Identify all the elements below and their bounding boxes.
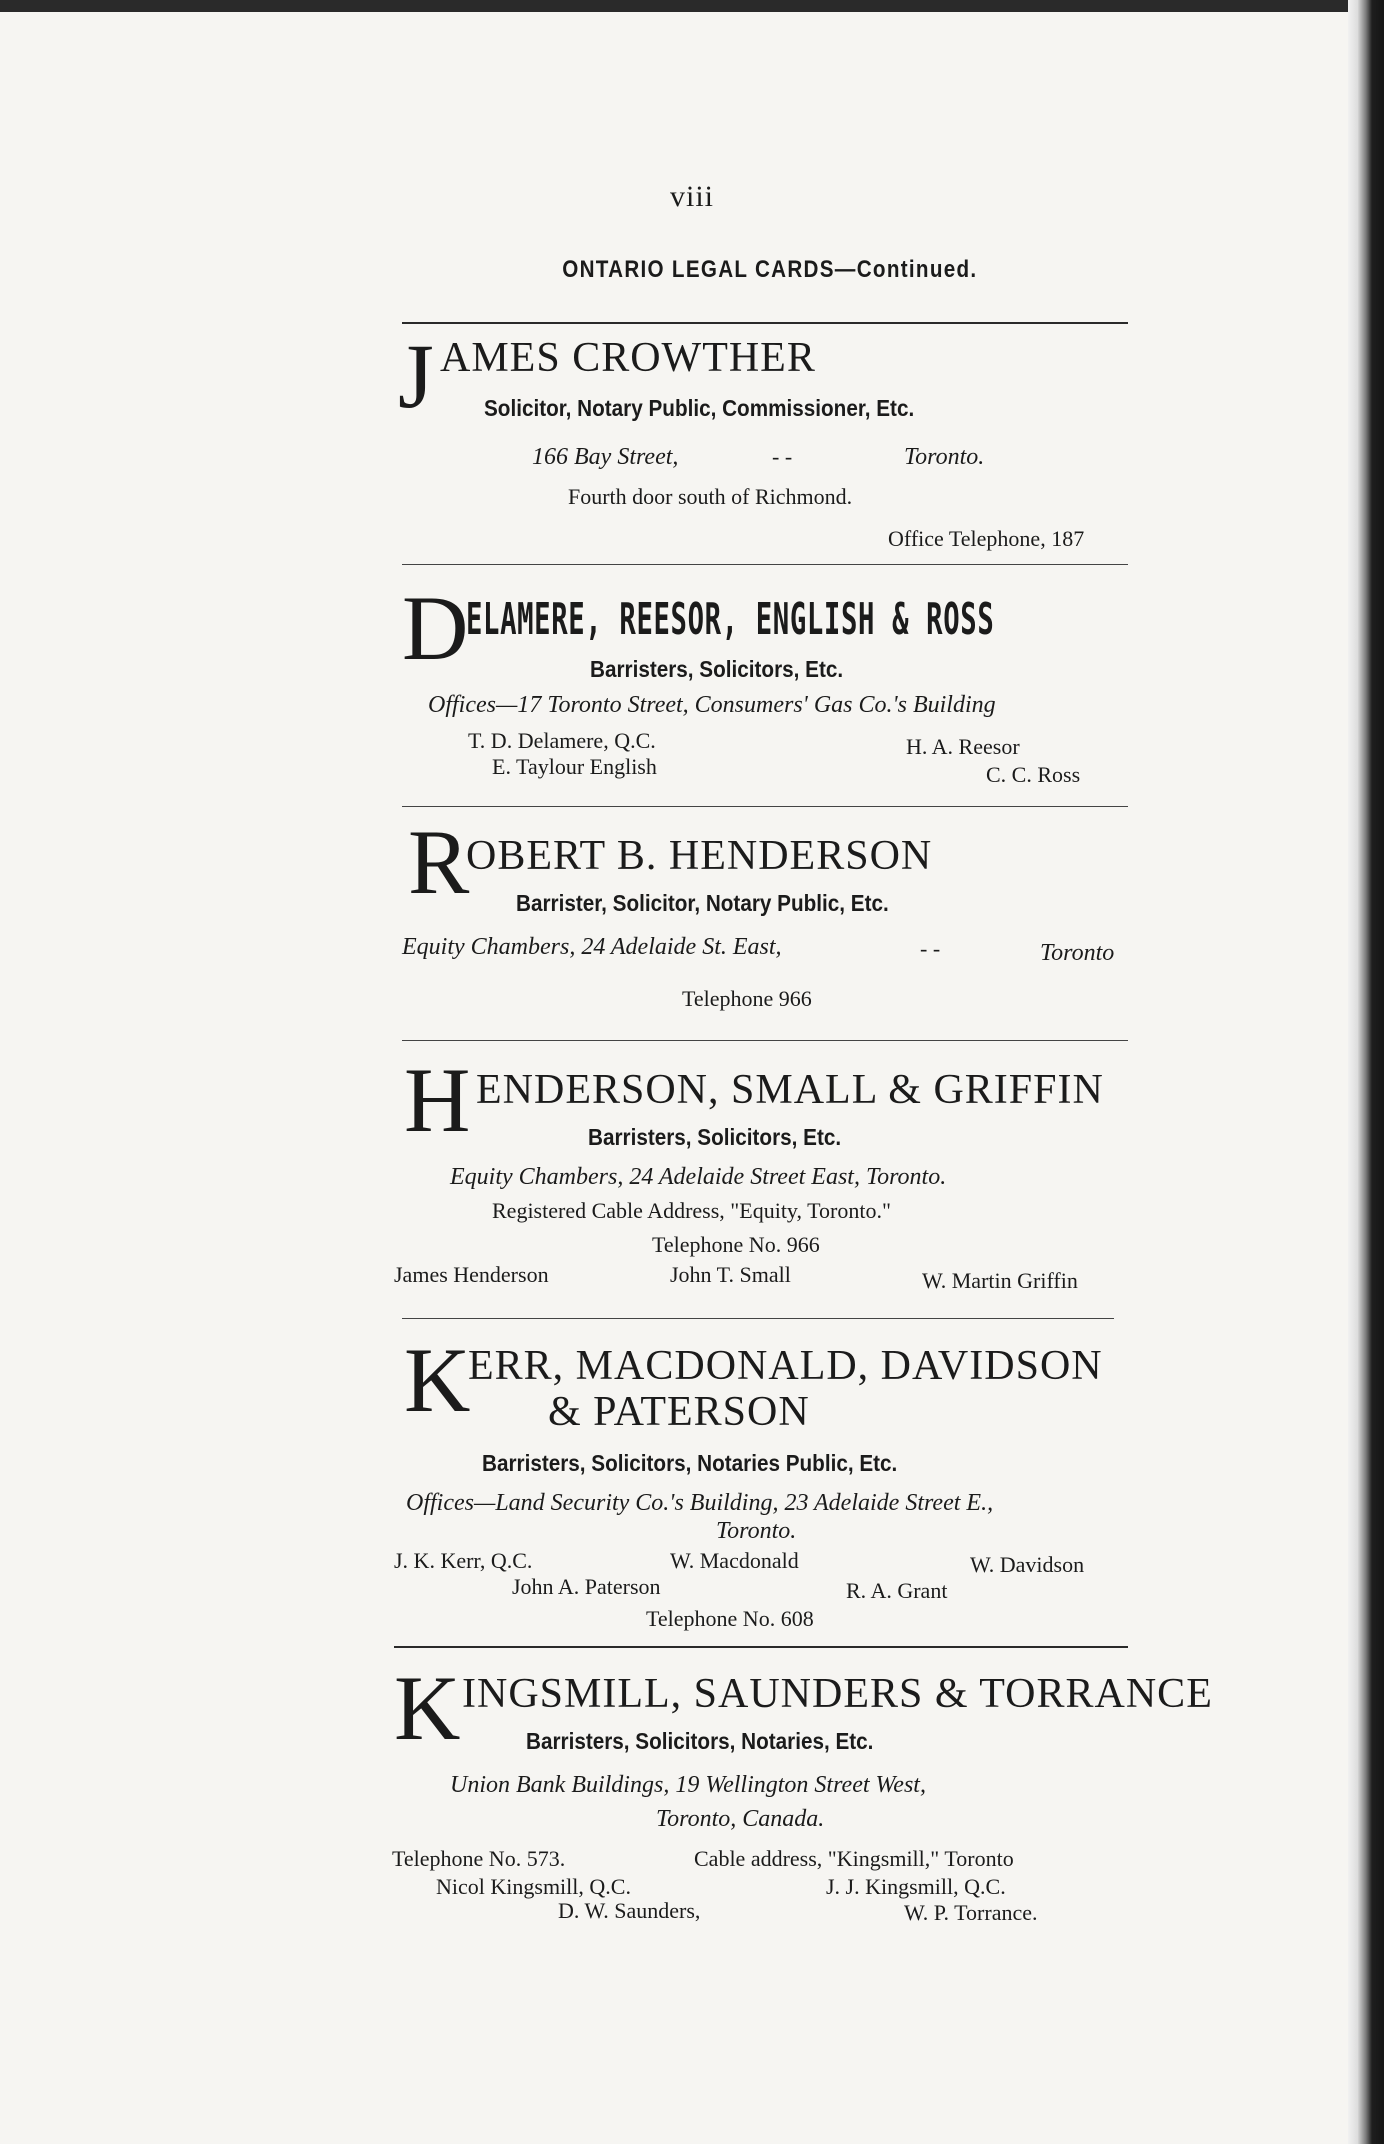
card-offices: Offices—Land Security Co.'s Building, 23 Adelaide Street E.,: [406, 1490, 994, 1516]
address-street: 166 Bay Street,: [532, 444, 679, 470]
card-address: Equity Chambers, 24 Adelaide Street East, Toronto.: [450, 1164, 947, 1190]
member-name: John T. Small: [670, 1262, 791, 1287]
telephone: Telephone No. 573.: [392, 1846, 566, 1871]
card-cable: Cable address, "Kingsmill," Toronto: [694, 1846, 1014, 1871]
member-name: E. Taylour English: [492, 754, 657, 779]
rule-top: [402, 322, 1128, 324]
card-name: ENDERSON, SMALL & GRIFFIN: [476, 1067, 1104, 1113]
member-name: W. Macdonald: [670, 1548, 799, 1573]
card-name-line2: & PATERSON: [548, 1389, 810, 1435]
rule-divider: [402, 1318, 1114, 1319]
rule-divider: [402, 806, 1128, 807]
telephone: Telephone 966: [682, 986, 812, 1011]
member-name: John A. Paterson: [512, 1574, 661, 1599]
rule-divider: [402, 564, 1128, 565]
card-profession: Barristers, Solicitors, Notaries, Etc.: [526, 1728, 874, 1754]
card-profession: Barristers, Solicitors, Notaries Public, Etc.: [482, 1450, 898, 1476]
member-name: R. A. Grant: [846, 1578, 948, 1603]
drop-initial: J: [398, 325, 434, 427]
card-name: ELAMERE, REESOR, ENGLISH & ROSS: [466, 594, 995, 645]
card-name: OBERT B. HENDERSON: [466, 833, 933, 879]
card-address: Union Bank Buildings, 19 Wellington Street West,: [450, 1772, 926, 1798]
address-city: Toronto: [1040, 940, 1115, 966]
member-name: D. W. Saunders,: [558, 1898, 701, 1923]
member-name: W. Martin Griffin: [922, 1268, 1078, 1293]
card-name: INGSMILL, SAUNDERS & TORRANCE: [462, 1671, 1213, 1717]
telephone: Office Telephone, 187: [888, 526, 1085, 551]
rule-divider: [394, 1646, 1128, 1648]
drop-initial: H: [404, 1049, 471, 1151]
card-offices-line2: Toronto.: [716, 1518, 797, 1544]
card-name: AMES CROWTHER: [440, 335, 816, 381]
telephone: Telephone No. 608: [646, 1606, 814, 1631]
member-name: T. D. Delamere, Q.C.: [468, 728, 656, 753]
address-direction: Fourth door south of Richmond.: [568, 484, 853, 509]
member-name: James Henderson: [394, 1262, 549, 1287]
card-profession: Barristers, Solicitors, Etc.: [588, 1124, 842, 1150]
drop-initial: D: [402, 577, 469, 679]
member-name: W. Davidson: [970, 1552, 1085, 1577]
address-dash: - -: [920, 936, 941, 961]
member-name: Nicol Kingsmill, Q.C.: [436, 1874, 631, 1899]
address-street: Equity Chambers, 24 Adelaide St. East,: [402, 934, 782, 960]
telephone: Telephone No. 966: [652, 1232, 820, 1257]
member-name: J. K. Kerr, Q.C.: [394, 1548, 533, 1573]
rule-divider: [402, 1040, 1128, 1041]
card-profession: Barristers, Solicitors, Etc.: [590, 656, 844, 682]
drop-initial: K: [394, 1657, 461, 1759]
address-dash: - -: [772, 444, 793, 469]
drop-initial: R: [408, 811, 470, 913]
member-name: H. A. Reesor: [906, 734, 1020, 759]
card-profession: Barrister, Solicitor, Notary Public, Etc.: [516, 890, 889, 916]
card-offices: Offices—17 Toronto Street, Consumers' Gas Co.'s Building: [428, 692, 996, 718]
member-name: W. P. Torrance.: [904, 1900, 1038, 1925]
member-name: C. C. Ross: [986, 762, 1081, 787]
card-cable: Registered Cable Address, "Equity, Toronto.": [492, 1198, 891, 1223]
card-address-line2: Toronto, Canada.: [656, 1806, 825, 1832]
page-folio: viii: [669, 180, 714, 213]
drop-initial: K: [404, 1329, 471, 1431]
running-head: ONTARIO LEGAL CARDS—Continued.: [562, 256, 978, 283]
member-name: J. J. Kingsmill, Q.C.: [826, 1874, 1006, 1899]
address-city: Toronto.: [904, 444, 985, 470]
card-profession: Solicitor, Notary Public, Commissioner, Etc.: [484, 395, 915, 421]
card-name: ERR, MACDONALD, DAVIDSON: [468, 1343, 1103, 1389]
